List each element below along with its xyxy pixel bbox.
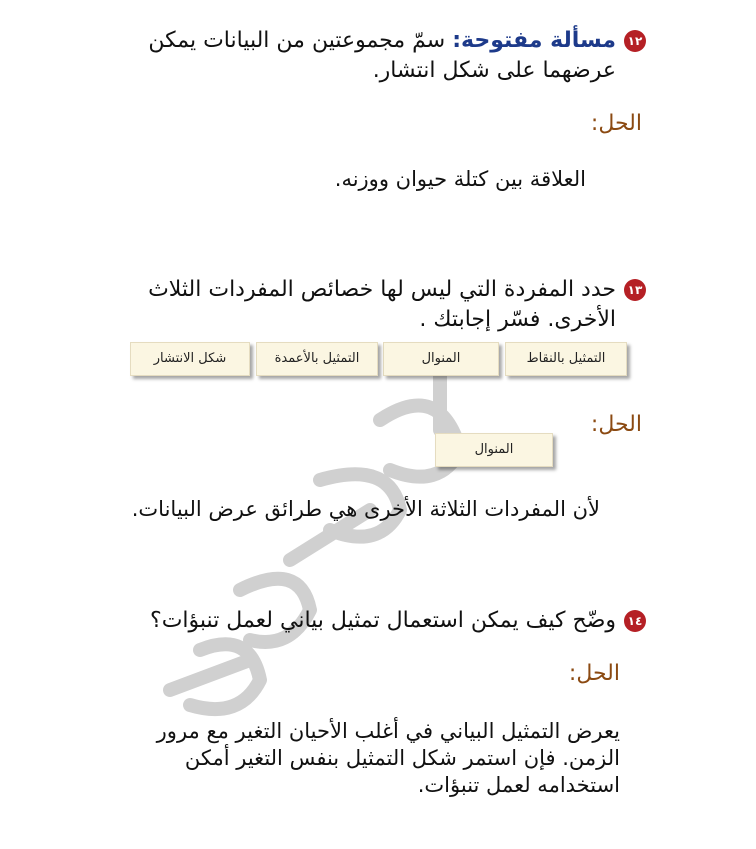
- card-bar-graph: التمثيل بالأعمدة: [256, 342, 378, 376]
- watermark: [140, 360, 500, 740]
- answer-14-line2: الزمن. فإن استمر شكل التمثيل بنفس التغير أمكن: [184, 746, 620, 770]
- question-number-12: ١٢: [624, 30, 646, 52]
- question-12-line2: عرضهما على شكل انتشار.: [372, 58, 616, 83]
- question-number-13: ١٣: [624, 279, 646, 301]
- answer-14: [157, 718, 620, 799]
- card-dot-plot: التمثيل بالنقاط: [505, 342, 627, 376]
- question-13-line2: الأخرى. فسّر إجابتك .: [419, 307, 616, 332]
- open-problem-label: مسألة مفتوحة:: [452, 28, 616, 53]
- question-13-line1: حدد المفردة التي ليس لها خصائص المفردات الثلاث: [148, 277, 616, 302]
- answer-13: لأن المفردات الثلاثة الأخرى هي طرائق عرض البيانات.: [131, 497, 600, 521]
- solution-label-13: الحل:: [590, 412, 642, 437]
- question-12-line1: سمّ مجموعتين من البيانات يمكن: [148, 28, 446, 53]
- answer-12: العلاقة بين كتلة حيوان ووزنه.: [334, 167, 586, 191]
- question-14-text: وضّح كيف يمكن استعمال تمثيل بياني لعمل تنبؤات؟: [150, 608, 616, 633]
- solution-label-12: الحل:: [590, 111, 642, 136]
- answer-14-line3: استخدامه لعمل تنبؤات.: [417, 773, 620, 797]
- card-mode: المنوال: [383, 342, 499, 376]
- answer-card-mode: المنوال: [435, 433, 553, 467]
- answer-14-line1: يعرض التمثيل البياني في أغلب الأحيان التغير مع مرور: [156, 719, 620, 743]
- card-scatter-plot: شكل الانتشار: [130, 342, 250, 376]
- solution-label-14: الحل:: [568, 661, 620, 686]
- question-13: [86, 275, 646, 335]
- question-14: [126, 606, 646, 636]
- question-number-14: ١٤: [624, 610, 646, 632]
- question-12: [126, 26, 646, 86]
